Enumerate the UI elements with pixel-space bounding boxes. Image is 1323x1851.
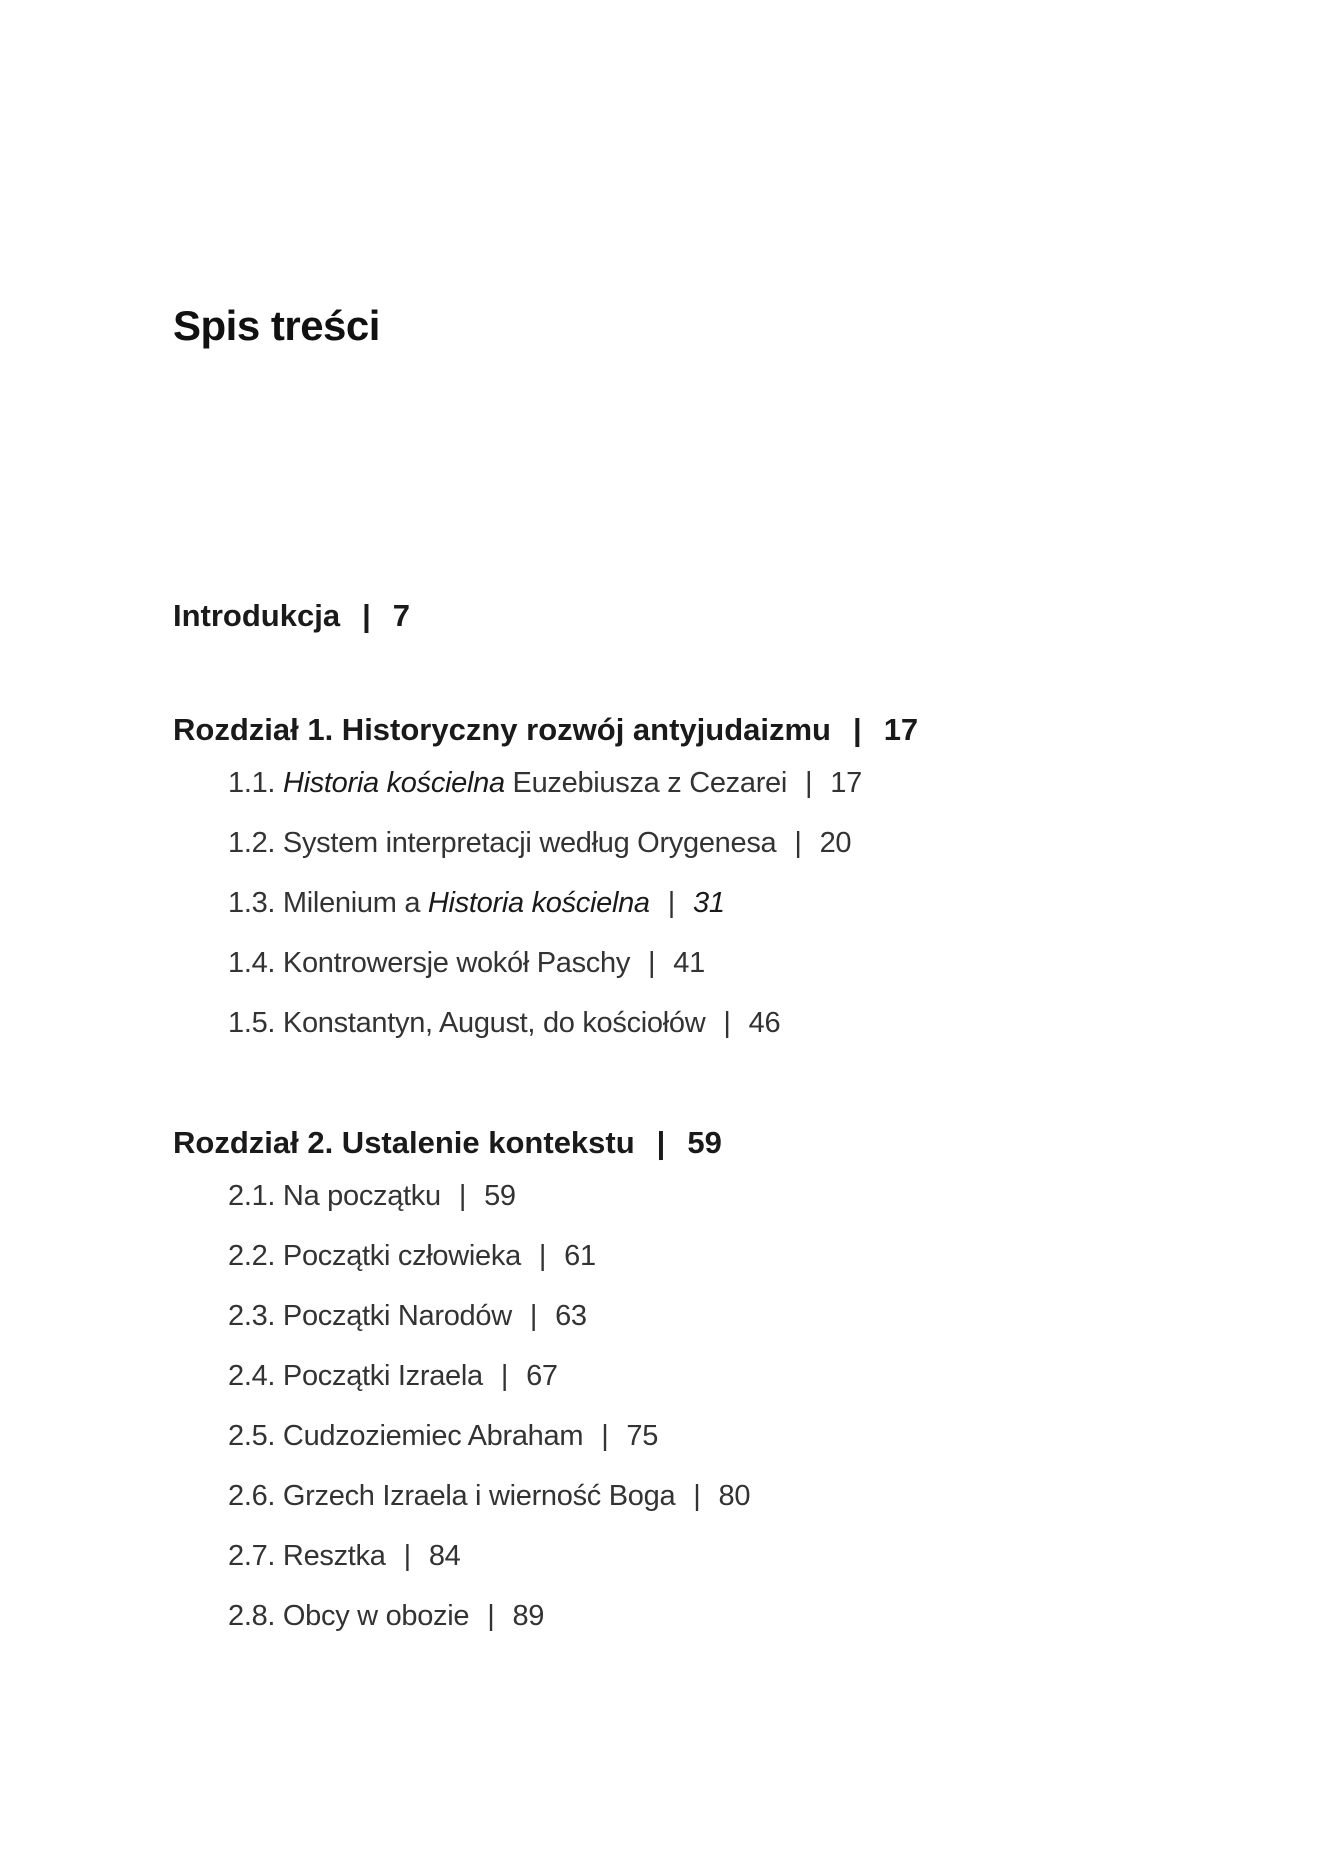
separator: |: [362, 598, 371, 633]
entry-italic-title: Historia kościelna: [282, 767, 505, 799]
entry-page: 20: [819, 827, 852, 859]
toc-chapter-2: [173, 1125, 722, 1161]
separator: |: [656, 1125, 666, 1160]
entry-number: 2.2.: [228, 1240, 276, 1272]
entry-page: 61: [564, 1240, 596, 1272]
separator: |: [529, 1300, 538, 1332]
entry-number: 1.3.: [228, 887, 276, 919]
toc-entry-1-1: [228, 767, 862, 800]
entry-page: 31: [693, 887, 725, 919]
entry-number: 1.2.: [228, 827, 276, 859]
entry-number: 2.8.: [228, 1600, 276, 1632]
toc-entry-2-3: [228, 1300, 587, 1333]
separator: |: [458, 1180, 467, 1212]
chapter-2-page: 59: [687, 1125, 722, 1160]
toc-intro-label: Introdukcja: [173, 598, 341, 633]
entry-title: Konstantyn, August, do kościołów: [275, 1007, 706, 1039]
separator: |: [538, 1240, 547, 1272]
entry-title: Na początku: [275, 1180, 441, 1212]
separator: |: [487, 1600, 495, 1632]
entry-number: 1.1.: [228, 767, 276, 799]
separator: |: [853, 712, 862, 747]
entry-number: 2.7.: [228, 1540, 276, 1572]
page-title: Spis treści: [173, 302, 380, 349]
entry-title: Kontrowersje wokół Paschy: [275, 947, 631, 979]
entry-page: 41: [673, 947, 705, 979]
entry-title: Milenium a: [275, 887, 428, 919]
entry-title: Cudzoziemiec Abraham: [275, 1420, 584, 1452]
entry-title: Początki Izraela: [275, 1360, 483, 1392]
toc-entry-2-6: [228, 1480, 750, 1513]
toc-entry-2-4: [228, 1360, 558, 1393]
toc-entry-2-7: [228, 1540, 461, 1573]
toc-entry-2-5: [228, 1420, 658, 1453]
entry-page: 59: [484, 1180, 516, 1212]
entry-page: 89: [512, 1600, 545, 1632]
entry-title: Obcy w obozie: [275, 1600, 470, 1632]
separator: |: [805, 767, 813, 799]
entry-title: System interpretacji według Orygenesa: [275, 827, 777, 859]
entry-title: Początki człowieka: [275, 1240, 521, 1272]
chapter-1-page: 17: [883, 712, 919, 747]
toc-intro: [173, 598, 410, 634]
entry-title: Euzebiusza z Cezarei: [504, 767, 788, 799]
toc-entry-2-2: [228, 1240, 596, 1273]
chapter-2-label: Rozdział 2. Ustalenie kontekstu: [173, 1125, 635, 1160]
entry-page: 46: [748, 1007, 781, 1039]
separator: |: [667, 887, 675, 919]
entry-number: 1.4.: [228, 947, 276, 979]
separator: |: [648, 947, 656, 979]
toc-chapter-1: [173, 712, 918, 748]
chapter-1-label: Rozdział 1. Historyczny rozwój antyjudaizmu: [173, 712, 831, 747]
entry-page: 75: [626, 1420, 659, 1452]
entry-page: 63: [555, 1300, 587, 1332]
toc-intro-page: 7: [392, 598, 411, 633]
toc-entry-2-8: [228, 1600, 544, 1633]
toc-entry-2-1: [228, 1180, 516, 1213]
entry-page: 67: [526, 1360, 558, 1392]
separator: |: [403, 1540, 411, 1572]
entry-italic-title: Historia kościelna: [427, 887, 650, 919]
toc-entry-1-5: [228, 1007, 780, 1040]
entry-number: 1.5.: [228, 1007, 276, 1039]
toc-entry-1-4: [228, 947, 705, 980]
entry-number: 2.3.: [228, 1300, 276, 1332]
separator: |: [794, 827, 802, 859]
entry-page: 17: [830, 767, 862, 799]
separator: |: [500, 1360, 509, 1392]
entry-number: 2.5.: [228, 1420, 276, 1452]
toc-entry-1-2: [228, 827, 851, 860]
entry-number: 2.6.: [228, 1480, 276, 1512]
entry-number: 2.4.: [228, 1360, 276, 1392]
separator: |: [693, 1480, 701, 1512]
entry-title: Początki Narodów: [275, 1300, 512, 1332]
toc-entry-1-3: [228, 887, 725, 920]
separator: |: [601, 1420, 609, 1452]
separator: |: [723, 1007, 731, 1039]
entry-title: Resztka: [275, 1540, 386, 1572]
entry-page: 80: [718, 1480, 751, 1512]
entry-number: 2.1.: [228, 1180, 276, 1212]
entry-page: 84: [428, 1540, 461, 1572]
entry-title: Grzech Izraela i wierność Boga: [275, 1480, 676, 1512]
